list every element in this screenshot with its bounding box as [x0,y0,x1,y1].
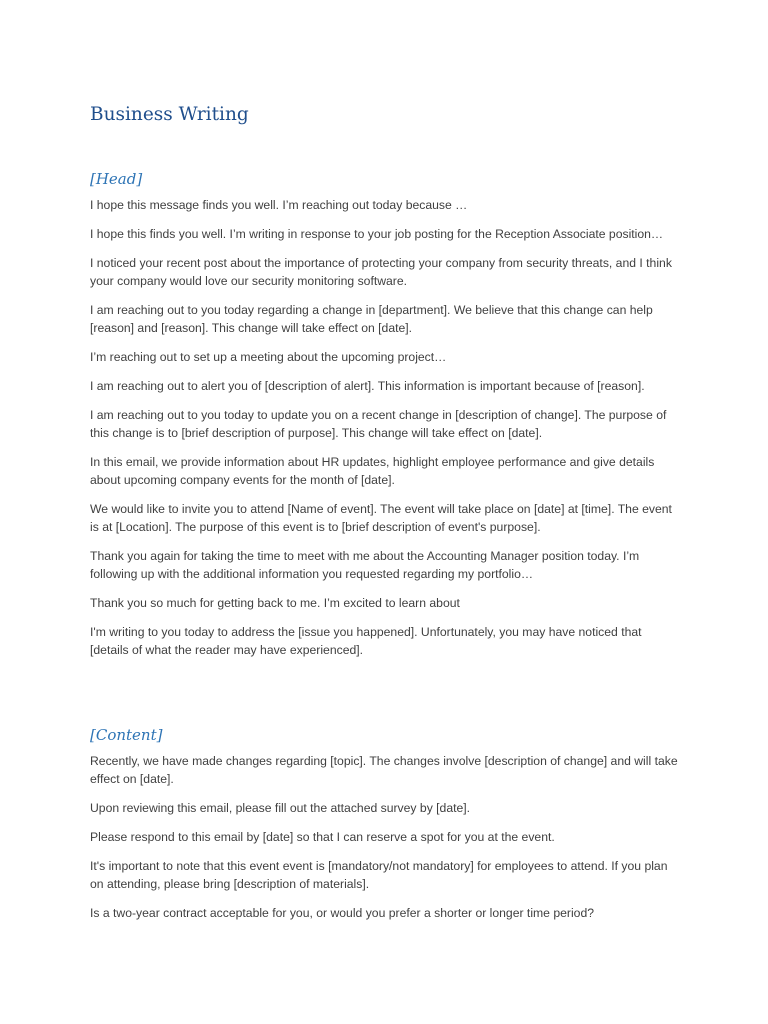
document-title: Business Writing [90,104,249,125]
content-section-heading: [Content] [90,726,163,744]
head-paragraph: I am reaching out to you today to update you on a recent change in [description of change]. The purpose of this change is to [brief description of purpose]. This change will take effect on [date]. [90,408,667,440]
content-paragraph: Is a two-year contract acceptable for you, or would you prefer a shorter or longer time period? [90,906,595,920]
content-paragraph: Upon reviewing this email, please fill out the attached survey by [date]. [90,801,471,815]
content-paragraph-list [90,752,682,922]
content-section [90,724,682,933]
head-paragraph: I’m reaching out to set up a meeting about the upcoming project… [90,350,447,364]
head-paragraph: I am reaching out to alert you of [description of alert]. This information is important because of [reason]. [90,379,645,393]
head-paragraph: Thank you again for taking the time to meet with me about the Accounting Manager position today. I’m following up with the additional information you requested regarding my portfolio… [90,549,640,581]
content-paragraph: Recently, we have made changes regarding [topic]. The changes involve [description of change] and will take effect on [date]. [90,754,678,786]
head-paragraph: I hope this finds you well. I’m writing in response to your job posting for the Reception Associate position… [90,227,664,241]
content-paragraph: It's important to note that this event event is [mandatory/not mandatory] for employees to attend. If you plan on attending, please bring [description of materials]. [90,859,668,891]
head-paragraph-list [90,196,682,659]
head-paragraph: I noticed your recent post about the importance of protecting your company from security threats, and I think your company would love our security monitoring software. [90,256,672,288]
head-section [90,168,682,670]
head-paragraph: I hope this message finds you well. I’m reaching out today because … [90,198,468,212]
head-paragraph: Thank you so much for getting back to me. I’m excited to learn about [90,596,460,610]
head-paragraph: We would like to invite you to attend [Name of event]. The event will take place on [date] at [time]. The event is at [Location]. The purpose of this event is to [brief description of event's purpose]. [90,502,672,534]
head-paragraph: I am reaching out to you today regarding a change in [department]. We believe that this change can help [reason] and [reason]. This change will take effect on [date]. [90,303,653,335]
head-paragraph: In this email, we provide information about HR updates, highlight employee performance and give details about upcoming company events for the month of [date]. [90,455,655,487]
content-paragraph: Please respond to this email by [date] so that I can reserve a spot for you at the event. [90,830,555,844]
head-paragraph: I'm writing to you today to address the [issue you happened]. Unfortunately, you may have noticed that [details of what the reader may have experienced]. [90,625,642,657]
head-section-heading: [Head] [90,170,143,188]
